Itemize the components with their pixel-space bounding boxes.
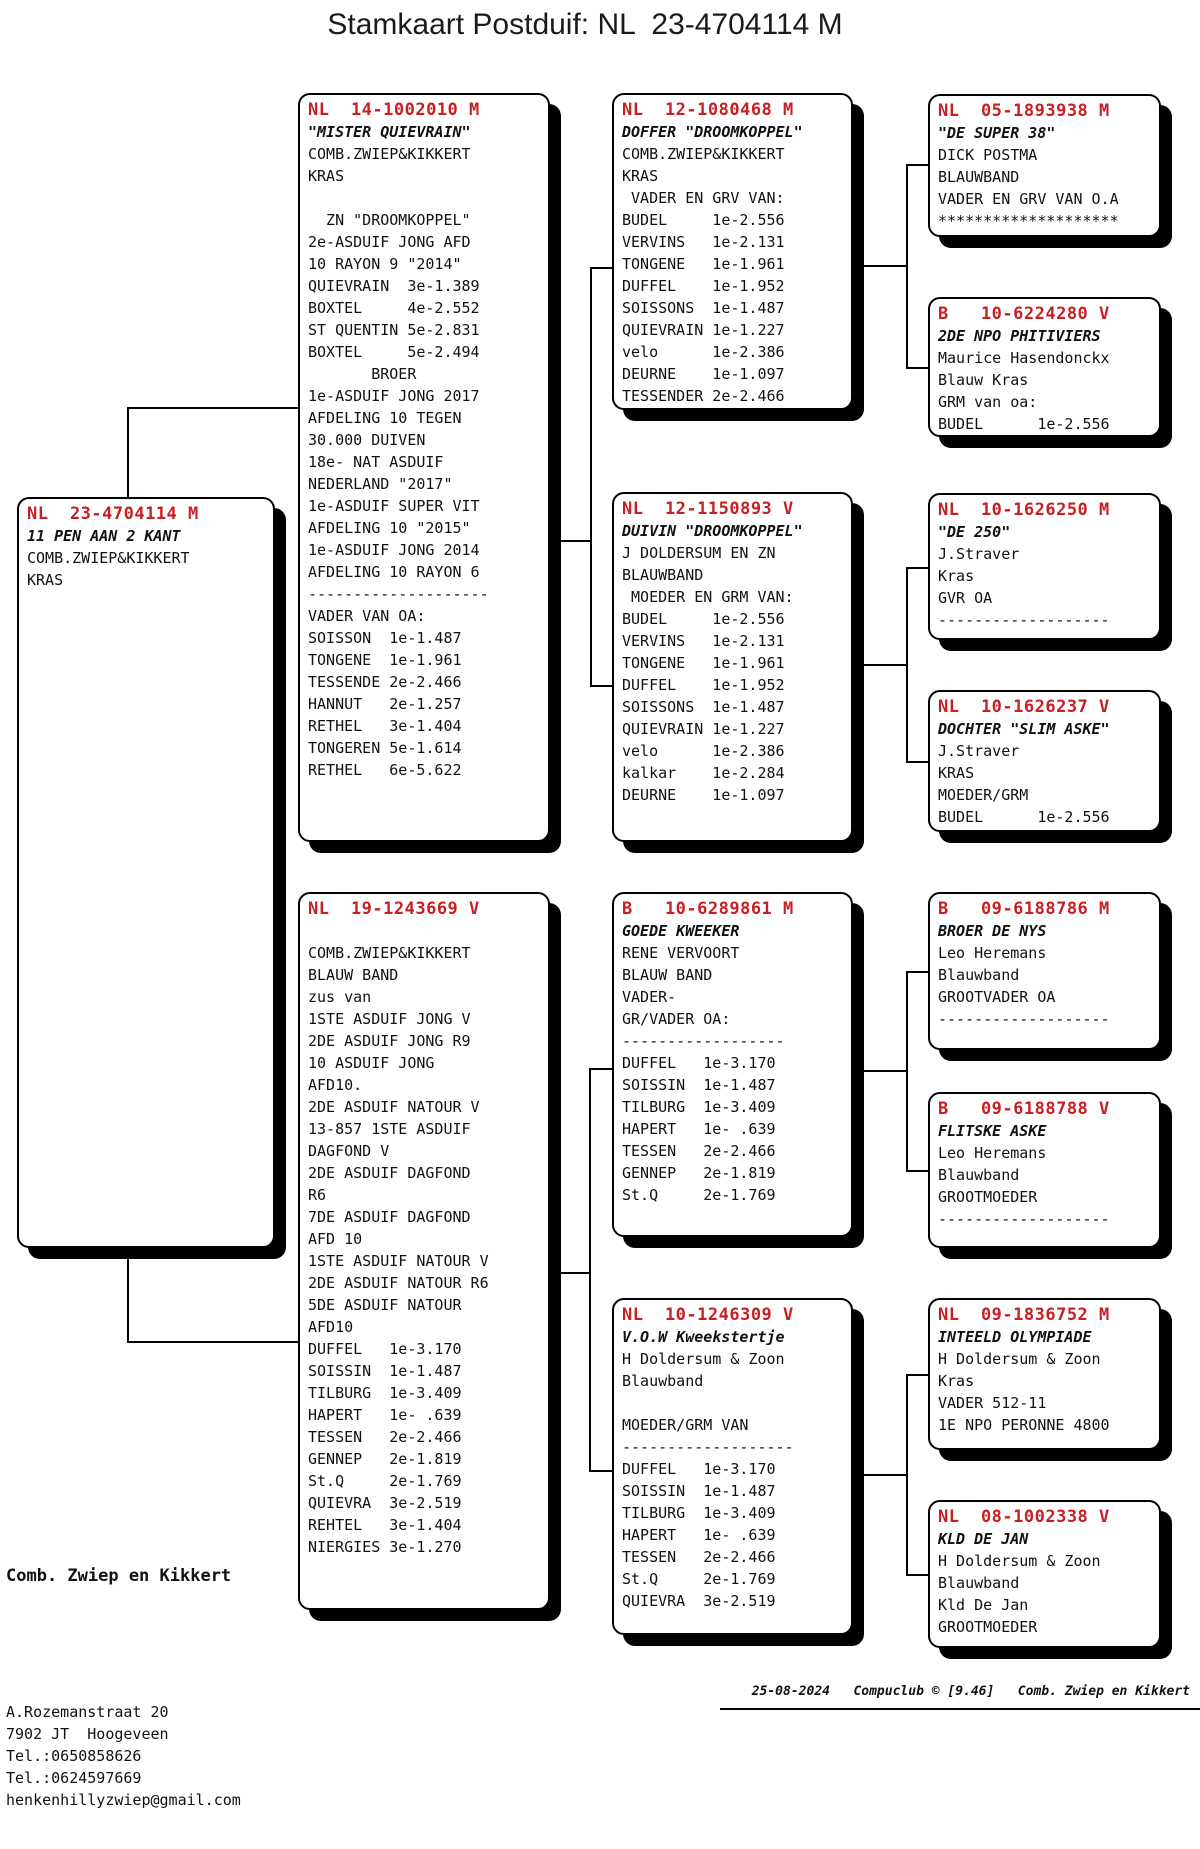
pedigree-box-grandsire-maternal	[612, 892, 853, 1237]
connector-line	[853, 664, 906, 666]
box-line: J DOLDERSUM EN ZN	[622, 544, 776, 562]
connector-line	[589, 1068, 612, 1070]
connector-line	[127, 1248, 129, 1341]
box-line: DUFFEL 1e-3.170	[622, 1054, 776, 1072]
box-line: GENNEP 2e-1.819	[622, 1164, 776, 1182]
box-line: MOEDER/GRM	[938, 786, 1029, 804]
box-line: NL 08-1002338 V	[938, 1507, 1110, 1527]
box-line: V.O.W Kweekstertje	[622, 1328, 785, 1346]
box-line: KRAS	[308, 167, 345, 185]
contact-line: Tel.:0650858626	[6, 1747, 142, 1765]
box-line: 13-857 1STE ASDUIF	[308, 1120, 471, 1138]
box-line: NIERGIES 3e-1.270	[308, 1538, 462, 1556]
box-line: QUIEVRA 3e-2.519	[622, 1592, 776, 1610]
box-line: B 09-6188788 V	[938, 1099, 1110, 1119]
connector-line	[590, 267, 592, 685]
box-line: H Doldersum & Zoon	[938, 1350, 1101, 1368]
box-line: AFDELING 10 "2015"	[308, 519, 471, 537]
box-line: QUIEVRAIN 1e-1.227	[622, 720, 785, 738]
box-line: J.Straver	[938, 545, 1020, 563]
box-line: NL 10-1626237 V	[938, 697, 1110, 717]
box-line: BLAUW BAND	[622, 966, 713, 984]
box-line: Blauwband	[622, 1372, 704, 1390]
box-line: NL 10-1626250 M	[938, 500, 1110, 520]
box-line: BUDEL 1e-2.556	[938, 415, 1110, 433]
pedigree-box-ggp5	[928, 892, 1161, 1050]
connector-line	[589, 1068, 591, 1472]
box-line: BOXTEL 5e-2.494	[308, 343, 480, 361]
box-line: TILBURG 1e-3.409	[622, 1098, 776, 1116]
box-line: DUFFEL 1e-1.952	[622, 676, 785, 694]
box-line: "MISTER QUIEVRAIN"	[308, 123, 471, 141]
box-line: DUFFEL 1e-1.952	[622, 277, 785, 295]
box-line: ZN "DROOMKOPPEL"	[308, 211, 471, 229]
contact-line: Tel.:0624597669	[6, 1769, 142, 1787]
box-line: SOISSIN 1e-1.487	[622, 1076, 776, 1094]
box-line: ST QUENTIN 5e-2.831	[308, 321, 480, 339]
box-line: J.Straver	[938, 742, 1020, 760]
box-line: RETHEL 6e-5.622	[308, 761, 462, 779]
box-line: DUIVIN "DROOMKOPPEL"	[622, 522, 803, 540]
box-line: RETHEL 3e-1.404	[308, 717, 462, 735]
box-line: Blauwband	[938, 966, 1020, 984]
connector-line	[853, 265, 906, 267]
box-line: 2DE ASDUIF NATOUR R6	[308, 1274, 489, 1292]
owner-name: Comb. Zwiep en Kikkert	[6, 1566, 232, 1586]
box-line: QUIEVRAIN 1e-1.227	[622, 321, 785, 339]
connector-line	[906, 1170, 928, 1172]
box-line: 18e- NAT ASDUIF	[308, 453, 444, 471]
pedigree-box-grandsire-paternal	[612, 93, 853, 410]
pedigree-box-ggp2	[928, 297, 1161, 437]
connector-line	[906, 567, 908, 763]
box-line: BLAUWBAND	[938, 168, 1020, 186]
box-line: 2DE ASDUIF NATOUR V	[308, 1098, 480, 1116]
pedigree-box-dam	[298, 892, 550, 1610]
box-line: "DE 250"	[938, 523, 1011, 541]
box-line: DICK POSTMA	[938, 146, 1038, 164]
box-line: --------------------	[308, 585, 489, 603]
box-line: NL 23-4704114 M	[27, 504, 199, 524]
box-line: DEURNE 1e-1.097	[622, 365, 785, 383]
box-line: TONGEREN 5e-1.614	[308, 739, 462, 757]
box-line: RENE VERVOORT	[622, 944, 740, 962]
box-line: GROOTMOEDER	[938, 1618, 1038, 1636]
box-line: zus van	[308, 988, 372, 1006]
box-line: NL 05-1893938 M	[938, 101, 1110, 121]
box-line: KRAS	[938, 764, 975, 782]
box-line: St.Q 2e-1.769	[622, 1186, 776, 1204]
connector-line	[853, 1474, 906, 1476]
connector-line	[906, 164, 928, 166]
pedigree-box-ggp3	[928, 493, 1161, 640]
box-line: BLAUW BAND	[308, 966, 399, 984]
box-line: SOISSON 1e-1.487	[308, 629, 462, 647]
box-line: TESSEN 2e-2.466	[622, 1548, 776, 1566]
box-line: ********************	[938, 212, 1119, 230]
pedigree-box-sire	[298, 93, 550, 842]
box-line: H Doldersum & Zoon	[622, 1350, 785, 1368]
box-line: R6	[308, 1186, 327, 1204]
box-line: 1STE ASDUIF NATOUR V	[308, 1252, 489, 1270]
box-line: TESSEN 2e-2.466	[622, 1142, 776, 1160]
box-line: 10 RAYON 9 "2014"	[308, 255, 462, 273]
box-line: 1e-ASDUIF JONG 2014	[308, 541, 480, 559]
pedigree-box-ggp4	[928, 690, 1161, 832]
connector-line	[550, 1272, 589, 1274]
connector-line	[906, 971, 928, 973]
box-line: QUIEVRAIN 3e-1.389	[308, 277, 480, 295]
box-line: MOEDER EN GRM VAN:	[622, 588, 794, 606]
box-line: SOISSONS 1e-1.487	[622, 698, 785, 716]
connector-line	[127, 1341, 298, 1343]
box-line: HAPERT 1e- .639	[622, 1526, 776, 1544]
box-line: 1e-ASDUIF JONG 2017	[308, 387, 480, 405]
box-line: AFDELING 10 TEGEN	[308, 409, 462, 427]
connector-line	[853, 1070, 906, 1072]
box-line: TONGENE 1e-1.961	[308, 651, 462, 669]
pedigree-box-ggp7	[928, 1298, 1161, 1450]
box-line: 1E NPO PERONNE 4800	[938, 1416, 1110, 1434]
box-line: Blauwband	[938, 1166, 1020, 1184]
box-line	[308, 187, 540, 209]
connector-line	[906, 567, 928, 569]
box-line: Kras	[938, 1372, 975, 1390]
box-line: DUFFEL 1e-3.170	[308, 1340, 462, 1358]
box-line: BUDEL 1e-2.556	[938, 808, 1110, 826]
box-line: 5DE ASDUIF NATOUR	[308, 1296, 462, 1314]
box-line: 2DE ASDUIF JONG R9	[308, 1032, 471, 1050]
pedigree-box-subject	[17, 497, 275, 1248]
pedigree-box-granddam-maternal	[612, 1298, 853, 1635]
pedigree-box-ggp8	[928, 1500, 1161, 1648]
pedigree-box-ggp6	[928, 1092, 1161, 1248]
box-line: B 10-6289861 M	[622, 899, 794, 919]
box-line: "DE SUPER 38"	[938, 124, 1056, 142]
box-line: AFD10	[308, 1318, 354, 1336]
box-line: NL 10-1246309 V	[622, 1305, 794, 1325]
box-line: NL 19-1243669 V	[308, 899, 480, 919]
connector-line	[590, 685, 612, 687]
box-line: 2DE ASDUIF DAGFOND	[308, 1164, 471, 1182]
box-line: HAPERT 1e- .639	[622, 1120, 776, 1138]
box-line: VERVINS 1e-2.131	[622, 632, 785, 650]
connector-line	[589, 1470, 612, 1472]
connector-line	[906, 164, 908, 369]
box-line: NL 09-1836752 M	[938, 1305, 1110, 1325]
box-line: Blauw Kras	[938, 371, 1029, 389]
box-line: VADER EN GRV VAN:	[622, 189, 785, 207]
box-line: NL 14-1002010 M	[308, 100, 480, 120]
box-line: COMB.ZWIEP&KIKKERT	[308, 145, 471, 163]
box-line: B 09-6188786 M	[938, 899, 1110, 919]
box-line: TONGENE 1e-1.961	[622, 255, 785, 273]
box-line: Kld De Jan	[938, 1596, 1029, 1614]
contact-line: henkenhillyzwiep@gmail.com	[6, 1791, 241, 1809]
box-line: NL 12-1080468 M	[622, 100, 794, 120]
box-line: KRAS	[27, 571, 64, 589]
footer-credit: 25-08-2024 Compuclub © [9.46] Comb. Zwiep en Kikkert	[751, 1684, 1190, 1699]
owner-contact-block	[6, 1526, 241, 1849]
box-line: FLITSKE ASKE	[938, 1122, 1047, 1140]
box-line: TONGENE 1e-1.961	[622, 654, 785, 672]
connector-line	[550, 540, 590, 542]
box-line: COMB.ZWIEP&KIKKERT	[622, 145, 785, 163]
box-line: TESSEN 2e-2.466	[308, 1428, 462, 1446]
box-line: MOEDER/GRM VAN	[622, 1416, 749, 1434]
box-line: NL 12-1150893 V	[622, 499, 794, 519]
connector-line	[590, 267, 612, 269]
box-line: St.Q 2e-1.769	[308, 1472, 462, 1490]
box-line: Leo Heremans	[938, 944, 1047, 962]
box-line: -------------------	[938, 1210, 1110, 1228]
box-line: BLAUWBAND	[622, 566, 704, 584]
connector-line	[127, 407, 129, 499]
connector-line	[906, 367, 928, 369]
box-line: GENNEP 2e-1.819	[308, 1450, 462, 1468]
box-line: COMB.ZWIEP&KIKKERT	[308, 944, 471, 962]
box-line: velo 1e-2.386	[622, 742, 785, 760]
connector-line	[906, 761, 928, 763]
box-line: H Doldersum & Zoon	[938, 1552, 1101, 1570]
box-line: AFDELING 10 RAYON 6	[308, 563, 480, 581]
box-line: ------------------	[622, 1032, 785, 1050]
box-line: 2e-ASDUIF JONG AFD	[308, 233, 471, 251]
box-line: VERVINS 1e-2.131	[622, 233, 785, 251]
box-line: HANNUT 2e-1.257	[308, 695, 462, 713]
footer-rule	[720, 1708, 1200, 1710]
box-line: BUDEL 1e-2.556	[622, 610, 785, 628]
contact-line: A.Rozemanstraat 20	[6, 1703, 169, 1721]
box-line: B 10-6224280 V	[938, 304, 1110, 324]
box-line: BROER DE NYS	[938, 922, 1047, 940]
box-line: -------------------	[938, 611, 1110, 629]
box-line: Leo Heremans	[938, 1144, 1047, 1162]
box-line: DEURNE 1e-1.097	[622, 786, 785, 804]
box-line: 30.000 DUIVEN	[308, 431, 426, 449]
box-line: 1STE ASDUIF JONG V	[308, 1010, 471, 1028]
box-line: VADER-	[622, 988, 677, 1006]
box-line: KLD DE JAN	[938, 1530, 1029, 1548]
box-line: AFD 10	[308, 1230, 363, 1248]
box-line: SOISSIN 1e-1.487	[308, 1362, 462, 1380]
pedigree-box-ggp1	[928, 94, 1161, 237]
box-line: DUFFEL 1e-3.170	[622, 1460, 776, 1478]
box-line: 7DE ASDUIF DAGFOND	[308, 1208, 471, 1226]
box-line: GROOTVADER OA	[938, 988, 1056, 1006]
connector-line	[906, 971, 908, 1172]
box-line: TILBURG 1e-3.409	[308, 1384, 462, 1402]
owner-address	[6, 1644, 241, 1811]
box-line: VADER VAN OA:	[308, 607, 426, 625]
box-line: GVR OA	[938, 589, 993, 607]
box-line	[308, 920, 540, 942]
box-line: AFD10.	[308, 1076, 363, 1094]
box-line: VADER 512-11	[938, 1394, 1047, 1412]
box-line: 2DE NPO PHITIVIERS	[938, 327, 1101, 345]
box-line: GR/VADER OA:	[622, 1010, 731, 1028]
box-line: 11 PEN AAN 2 KANT	[27, 527, 181, 545]
box-line: COMB.ZWIEP&KIKKERT	[27, 549, 190, 567]
box-line: BOXTEL 4e-2.552	[308, 299, 480, 317]
box-line: GRM van oa:	[938, 393, 1038, 411]
box-line: HAPERT 1e- .639	[308, 1406, 462, 1424]
box-line: SOISSIN 1e-1.487	[622, 1482, 776, 1500]
box-line: INTEELD OLYMPIADE	[938, 1328, 1092, 1346]
box-line: GROOTMOEDER	[938, 1188, 1038, 1206]
contact-line: 7902 JT Hoogeveen	[6, 1725, 169, 1743]
box-line: GOEDE KWEEKER	[622, 922, 740, 940]
box-line: BUDEL 1e-2.556	[622, 211, 785, 229]
box-line: DOFFER "DROOMKOPPEL"	[622, 123, 803, 141]
box-line: 1e-ASDUIF SUPER VIT	[308, 497, 480, 515]
box-line: TESSENDE 2e-2.466	[308, 673, 462, 691]
connector-line	[127, 407, 298, 409]
connector-line	[906, 1374, 908, 1576]
page-title: Stamkaart Postduif: NL 23-4704114 M	[327, 8, 843, 41]
box-line: Kras	[938, 567, 975, 585]
box-line: NEDERLAND "2017"	[308, 475, 453, 493]
box-line: SOISSONS 1e-1.487	[622, 299, 785, 317]
box-line: St.Q 2e-1.769	[622, 1570, 776, 1588]
connector-line	[906, 1374, 928, 1376]
box-line: 10 ASDUIF JONG	[308, 1054, 435, 1072]
box-line: kalkar 1e-2.284	[622, 764, 785, 782]
box-line: Maurice Hasendonckx	[938, 349, 1110, 367]
box-line: DAGFOND V	[308, 1142, 390, 1160]
box-line: DOCHTER "SLIM ASKE"	[938, 720, 1110, 738]
box-line: BROER	[308, 365, 417, 383]
box-line: velo 1e-2.386	[622, 343, 785, 361]
box-line: VADER EN GRV VAN O.A	[938, 190, 1119, 208]
box-line: QUIEVRA 3e-2.519	[308, 1494, 462, 1512]
box-line: -------------------	[938, 1010, 1110, 1028]
box-line: Blauwband	[938, 1574, 1020, 1592]
box-line: TESSENDER 2e-2.466	[622, 387, 785, 405]
box-line: REHTEL 3e-1.404	[308, 1516, 462, 1534]
connector-line	[906, 1574, 928, 1576]
box-line: KRAS	[622, 167, 659, 185]
box-line: -------------------	[622, 1438, 794, 1456]
box-line: TILBURG 1e-3.409	[622, 1504, 776, 1522]
box-line	[622, 1392, 843, 1414]
pedigree-box-granddam-paternal	[612, 492, 853, 842]
